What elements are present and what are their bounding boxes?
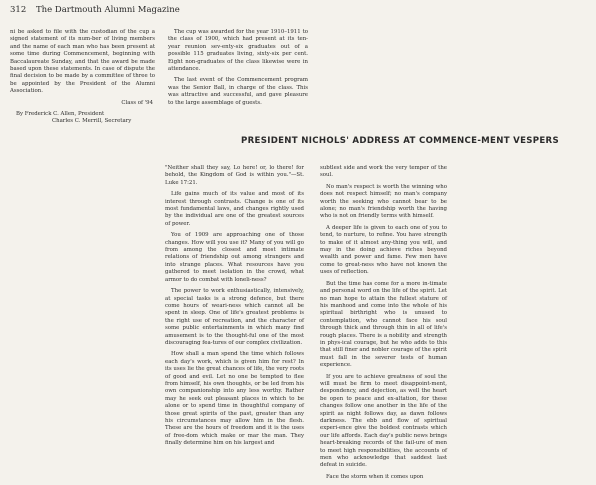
article-paragraph: You of 1909 are approaching one of those changes. How will you use it? Many of you will go from among the closest and most intimate relations of friendship out among strangers and into strange places. What resources have you gathered to meet isolation in the crowd, what armor to do combat with loneli-ness? xyxy=(165,232,304,283)
class-line: Class of '94 xyxy=(121,99,153,106)
page-number: 312 xyxy=(10,5,27,15)
article-column-2 xyxy=(320,165,447,485)
signature-secretary: Charles C. Merrill, Secretary xyxy=(52,118,132,125)
article-paragraph: subtlest side and work the very temper of the soul. xyxy=(320,165,447,179)
signature-president: By Frederick C. Allen, President xyxy=(16,111,105,118)
article-paragraph: If you are to achieve greatness of soul the will must be firm to meet disappoint-ment, despondency, and dejection, as well the heart be open to peace and ex-altation, for these changes follow one another in the life of the spirit as night follows day, as dawn follows darkness. The ebb and flow of spiritual experi-ence give the boldest contrasts which our life affords. Each day's public news brings heart-breaking records of the fail-ure of men to meet high responsibilities, the accounts of men who acknowledge that saddest last defeat in suicide. xyxy=(320,373,447,469)
senior-ball-paragraph: The last event of the Commencement program was the Senior Ball, in charge of the class. This was attractive and successful, and gave pleasure to the large assemblage of guests. xyxy=(168,77,308,106)
running-title: The Dartmouth Alumni Magazine xyxy=(36,5,180,15)
article-paragraph: No man's respect is worth the winning who does not respect himself; no man's company worth the seeking who cannot bear to be alone; no man's friendship worth the having who is not on friendly terms with himself. xyxy=(320,183,447,220)
left-paragraph: ni be asked to file with the custodian of the cup a signed statement of its num-ber of living members and the name of each man who has been present at some time during Commencement, beginning with Baccalaureate Sunday, and that the award be made based upon these statements. In case of dispute the final decision to be made by a committee of three to be appointed by the President of the Alumni Association. xyxy=(10,29,155,95)
article-paragraph: But the time has come for a more in-timate and personal word on the life of the spirit. Let no man hope to attain the fullest stature of his manhood and come into the whole of his spiritual birthright who is unused to contemplation, who cannot face his soul through thick and through thin in all of life's rough places. There is a nobility and strength in phys-ical courage, but he who adds to this that still finer and nobler courage of the spirit must fall in the severer tests of human experience. xyxy=(320,280,447,369)
middle-top-column xyxy=(168,29,308,111)
article-paragraph: A deeper life is given to each one of you to tend, to nurture, to refine. You have strength to make of it almost any-thing you will, and may in the doing achieve riches beyond wealth and power and fame. Few men have come to great-ness who have not known the uses of reflection. xyxy=(320,224,447,276)
page-header xyxy=(10,5,586,19)
article-paragraph: Face the storm when it comes upon xyxy=(326,473,424,480)
article-paragraph: "Neither shall they say, Lo here! or, lo there! for behold, the Kingdom of God is within you."—St. Luke 17:21. xyxy=(165,165,304,186)
left-column xyxy=(10,29,155,126)
cup-award-paragraph: The cup was awarded for the year 1910–1911 to the class of 1900, which had present at its ten-year reunion sev-enty-six graduates out of a possible 115 graduates living, sixty-six per cent. Eight non-graduates of the class likewise were in attendance. xyxy=(168,29,308,73)
article-column-1 xyxy=(165,165,304,452)
signature-block xyxy=(10,111,155,126)
article-title: PRESIDENT NICHOLS' ADDRESS AT COMMENCE-MENT VESPERS xyxy=(241,136,559,146)
article-paragraph: Life gains much of its value and most of its interest through contrasts. Change is one of its most fundamental laws, and changes rightly used by the individual are one of the greatest sources of power. xyxy=(165,191,304,227)
article-paragraph: How shall a man spend the time which follows each day's work, which is given him for rest? In its uses lie the great chances of life, the very roots of good and evil. Let no one be tempted to flee from himself, his own thoughts, or be led from his own companionship into any less worthy. Rather may he seek out pleasant places in which to be alone or to spend time in thoughtful company of those great spirits of the past, greater than any his circumstances may allow him in the flesh. These are the hours of freedom and it is the uses of free-dom which make or mar the man. They finally determine him on his largest and xyxy=(165,351,304,447)
article-paragraph: The power to work enthusiastically, intensively, at special tasks is a strong defence, but there come hours of weari-ness which cannot all be spent in sleep. One of life's greatest problems is the right use of recreation, and the character of some public entertainments in which many find amusement is to the thought-ful one of the most discouraging fea-tures of our complex civilization. xyxy=(165,288,304,346)
